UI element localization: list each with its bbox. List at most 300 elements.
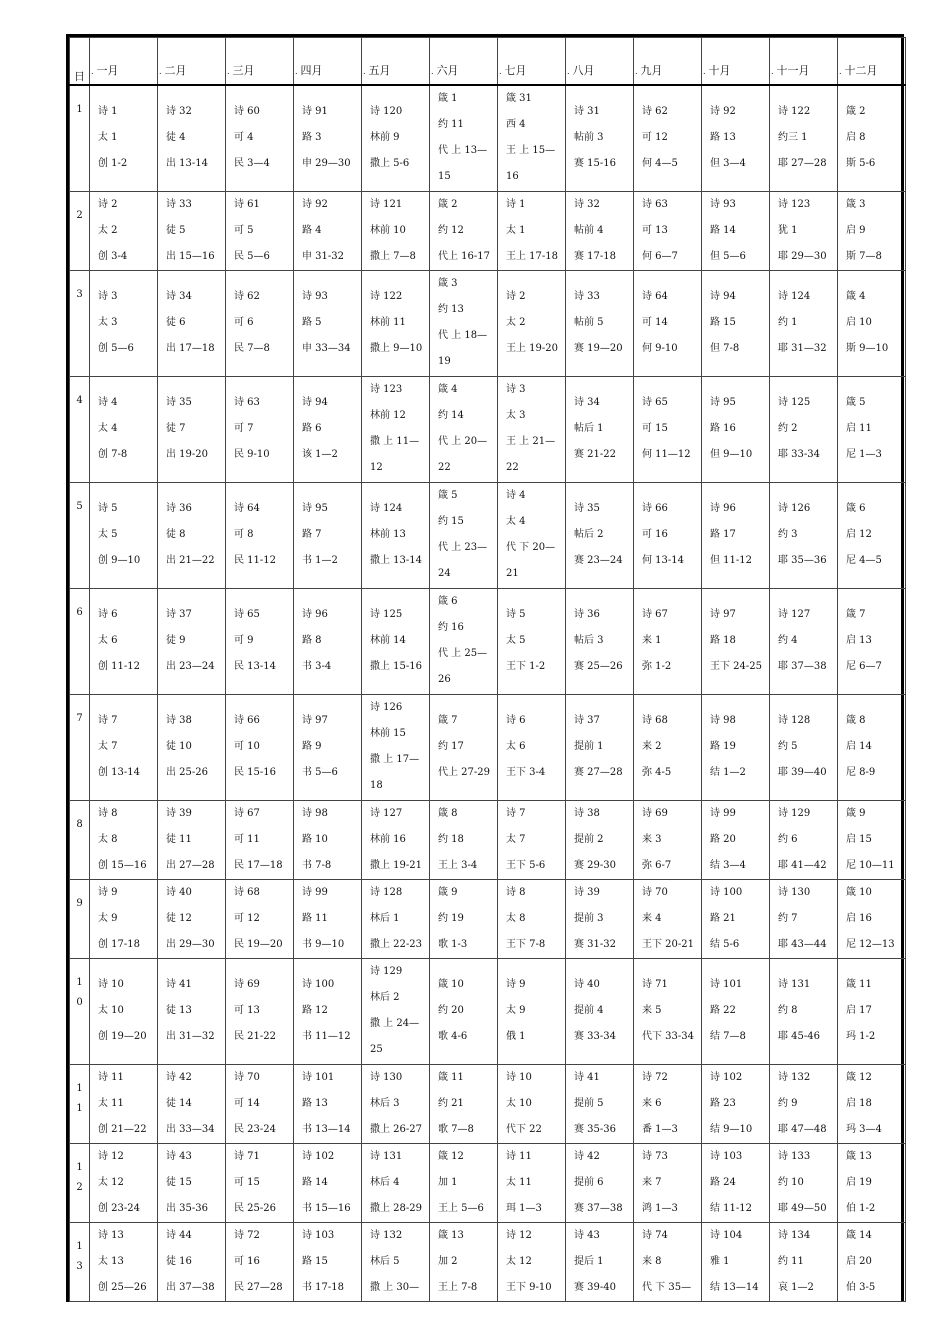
reading-entry: 箴 10 <box>846 886 872 898</box>
reading-cell <box>634 879 702 958</box>
reading-entry: 诗 1 <box>98 106 118 118</box>
reading-entry: 赛 29-30 <box>574 859 617 871</box>
reading-entry: 王上 3-4 <box>438 859 478 871</box>
reading-entry: 林后 2 <box>370 992 400 1003</box>
header-marker: . <box>431 67 434 76</box>
reading-entry: 撒上 26-27 <box>370 1123 423 1135</box>
reading-entry: 哀 1—2 <box>778 1281 814 1293</box>
month-label: 十二月 <box>844 64 878 77</box>
reading-entry: 林后 1 <box>370 912 400 924</box>
reading-entry: 诗 3 <box>506 384 526 395</box>
reading-entry: 撒上 15-16 <box>370 661 423 672</box>
reading-entry: 帖前 3 <box>574 132 604 144</box>
reading-entry: 提前 3 <box>574 912 604 924</box>
reading-entry: 诗 61 <box>234 198 260 210</box>
reading-entry: 诗 124 <box>778 291 811 302</box>
reading-entry: 诗 131 <box>778 979 811 990</box>
reading-entry: 路 18 <box>710 635 736 646</box>
reading-entry: 箴 12 <box>846 1071 872 1083</box>
month-header <box>362 38 430 86</box>
reading-entry: 约三 1 <box>778 132 808 144</box>
reading-cell <box>838 85 906 191</box>
reading-entry: 路 23 <box>710 1097 736 1109</box>
reading-entry: 路 14 <box>710 224 736 236</box>
reading-cell <box>294 1064 362 1143</box>
reading-entry: 徒 7 <box>166 423 186 434</box>
day-digit: 8 <box>76 818 83 830</box>
reading-entry: 书 3-4 <box>302 661 332 672</box>
reading-cell <box>226 85 294 191</box>
reading-entry: 启 11 <box>846 423 872 434</box>
reading-cell <box>634 85 702 191</box>
reading-entry: 创 11-12 <box>98 661 141 672</box>
reading-cell <box>634 958 702 1064</box>
reading-entry: 赛 27—28 <box>574 767 623 778</box>
reading-entry: 箴 2 <box>846 106 866 118</box>
reading-cell <box>294 800 362 879</box>
reading-entry: 耶 37—38 <box>778 661 827 672</box>
reading-entry: 书 5—6 <box>302 767 338 778</box>
reading-entry: 箴 10 <box>438 979 464 990</box>
reading-cell <box>498 376 566 482</box>
reading-entry: 加 2 <box>438 1255 458 1267</box>
reading-entry: 赛 37—38 <box>574 1202 623 1214</box>
reading-cell <box>90 270 158 376</box>
reading-cell <box>430 191 498 270</box>
reading-entry: 民 19—20 <box>234 938 283 950</box>
reading-entry: 诗 34 <box>574 397 600 408</box>
reading-entry: 12 <box>370 462 383 473</box>
reading-cell <box>430 800 498 879</box>
reading-entry: 出 37—38 <box>166 1281 215 1293</box>
reading-entry: 玛 1-2 <box>846 1031 876 1042</box>
reading-entry: 太 6 <box>506 741 526 752</box>
reading-entry: 诗 95 <box>302 503 328 514</box>
reading-cell <box>770 1143 838 1222</box>
reading-entry: 申 29—30 <box>302 158 351 170</box>
reading-entry: 提前 5 <box>574 1097 604 1109</box>
reading-entry: 诗 65 <box>642 397 668 408</box>
reading-entry: 弥 6-7 <box>642 859 672 871</box>
reading-cell <box>770 482 838 588</box>
reading-entry: 可 12 <box>642 132 668 144</box>
reading-entry: 启 8 <box>846 132 866 144</box>
reading-cell <box>158 879 226 958</box>
reading-entry: 约 5 <box>778 741 798 752</box>
reading-entry: 启 9 <box>846 224 866 236</box>
reading-entry: 创 3-4 <box>98 250 128 262</box>
reading-entry: 诗 122 <box>370 291 403 302</box>
reading-entry: 诗 37 <box>574 715 600 726</box>
reading-cell <box>158 482 226 588</box>
reading-entry: 箴 13 <box>846 1150 872 1162</box>
header-marker: . <box>635 67 638 76</box>
reading-cell <box>566 879 634 958</box>
reading-entry: 诗 95 <box>710 397 736 408</box>
reading-entry: 太 1 <box>98 132 118 144</box>
reading-entry: 诗 12 <box>98 1150 124 1162</box>
table-row <box>70 376 906 482</box>
reading-cell <box>430 482 498 588</box>
reading-entry: 诗 66 <box>642 503 668 514</box>
reading-cell <box>294 191 362 270</box>
reading-entry: 诗 34 <box>166 291 192 302</box>
reading-entry: 箴 4 <box>438 384 458 395</box>
reading-entry: 箴 9 <box>438 886 458 898</box>
reading-entry: 但 3—4 <box>710 158 746 170</box>
reading-entry: 诗 102 <box>710 1071 743 1083</box>
reading-entry: 诗 94 <box>710 291 736 302</box>
reading-entry: 诗 96 <box>302 609 328 620</box>
reading-entry: 太 12 <box>98 1176 124 1188</box>
reading-entry: 林前 10 <box>370 224 406 236</box>
reading-entry: 代 上 18— <box>438 330 488 341</box>
reading-entry: 林前 15 <box>370 728 406 739</box>
reading-entry: 诗 62 <box>642 106 668 118</box>
reading-entry: 书 13—14 <box>302 1123 351 1135</box>
reading-entry: 箴 8 <box>846 715 866 726</box>
month-label: 九月 <box>640 64 663 77</box>
reading-entry: 书 17-18 <box>302 1281 345 1293</box>
table-row <box>70 1222 906 1301</box>
reading-entry: 王下 9-10 <box>506 1281 552 1293</box>
reading-cell <box>294 270 362 376</box>
reading-entry: 箴 12 <box>438 1150 464 1162</box>
day-number <box>70 270 90 376</box>
header-marker: . <box>295 67 298 76</box>
reading-entry: 16 <box>506 171 519 183</box>
reading-entry: 撒上 28-29 <box>370 1202 423 1214</box>
reading-cell <box>770 376 838 482</box>
reading-entry: 诗 128 <box>370 886 403 898</box>
reading-cell <box>294 588 362 694</box>
reading-entry: 创 13-14 <box>98 767 141 778</box>
reading-cell <box>226 1222 294 1301</box>
reading-entry: 结 9—10 <box>710 1123 753 1135</box>
reading-cell <box>838 191 906 270</box>
reading-entry: 来 6 <box>642 1097 662 1109</box>
reading-entry: 王下 20-21 <box>642 938 695 950</box>
reading-cell <box>566 482 634 588</box>
reading-entry: 路 10 <box>302 833 328 845</box>
table-row <box>70 588 906 694</box>
reading-entry: 太 11 <box>98 1097 124 1109</box>
reading-entry: 代 上 23— <box>438 542 488 553</box>
reading-cell <box>158 1143 226 1222</box>
reading-entry: 诗 5 <box>98 503 118 514</box>
reading-entry: 王 上 15— <box>506 145 556 157</box>
reading-entry: 何 6—7 <box>642 250 678 262</box>
reading-entry: 路 17 <box>710 529 736 540</box>
reading-entry: 撒 上 24— <box>370 1018 420 1029</box>
reading-entry: 书 15—16 <box>302 1202 351 1214</box>
reading-entry: 创 17-18 <box>98 938 141 950</box>
reading-entry: 箴 6 <box>438 596 458 607</box>
reading-entry: 路 15 <box>710 317 736 328</box>
reading-entry: 太 5 <box>506 635 526 646</box>
reading-entry: 帖后 2 <box>574 529 604 540</box>
header-marker: . <box>771 67 774 76</box>
reading-entry: 箴 13 <box>438 1229 464 1241</box>
reading-cell <box>158 376 226 482</box>
reading-cell <box>566 694 634 800</box>
day-digit: 5 <box>76 500 83 512</box>
reading-entry: 林前 9 <box>370 132 400 144</box>
reading-cell <box>430 270 498 376</box>
reading-cell <box>294 958 362 1064</box>
reading-entry: 何 13-14 <box>642 555 685 566</box>
month-header <box>158 38 226 86</box>
day-number <box>70 1064 90 1143</box>
reading-cell <box>226 270 294 376</box>
header-marker: . <box>363 67 366 76</box>
reading-cell <box>634 800 702 879</box>
reading-entry: 诗 43 <box>166 1150 192 1162</box>
reading-entry: 路 15 <box>302 1255 328 1267</box>
reading-entry: 尼 6—7 <box>846 661 882 672</box>
reading-entry: 诗 92 <box>710 106 736 118</box>
reading-entry: 约 13 <box>438 304 464 315</box>
table-row <box>70 85 906 191</box>
reading-entry: 诗 2 <box>506 291 526 302</box>
reading-cell <box>634 588 702 694</box>
reading-entry: 书 7-8 <box>302 859 332 871</box>
reading-entry: 弥 4-5 <box>642 767 672 778</box>
reading-cell <box>362 1064 430 1143</box>
reading-cell <box>90 85 158 191</box>
reading-entry: 书 11—12 <box>302 1031 351 1042</box>
reading-entry: 诗 102 <box>302 1150 335 1162</box>
reading-entry: 路 7 <box>302 529 322 540</box>
reading-entry: 赛 15-16 <box>574 158 617 170</box>
table-row <box>70 482 906 588</box>
reading-entry: 结 11-12 <box>710 1202 753 1214</box>
reading-entry: 伯 3-5 <box>846 1281 876 1293</box>
reading-cell <box>770 694 838 800</box>
reading-entry: 王下 7-8 <box>506 938 546 950</box>
reading-entry: 诗 98 <box>710 715 736 726</box>
reading-cell <box>90 1222 158 1301</box>
reading-entry: 太 9 <box>98 912 118 924</box>
reading-entry: 创 21—22 <box>98 1123 147 1135</box>
reading-entry: 可 16 <box>234 1255 260 1267</box>
reading-entry: 路 11 <box>302 912 328 924</box>
reading-entry: 约 9 <box>778 1097 798 1109</box>
reading-cell <box>158 588 226 694</box>
reading-entry: 路 14 <box>302 1176 328 1188</box>
reading-cell <box>226 482 294 588</box>
reading-entry: 徒 9 <box>166 635 186 646</box>
reading-entry: 诗 43 <box>574 1229 600 1241</box>
day-number <box>70 482 90 588</box>
reading-entry: 番 1—3 <box>642 1123 678 1135</box>
reading-entry: 王 上 21— <box>506 436 556 447</box>
reading-entry: 诗 134 <box>778 1229 811 1241</box>
reading-entry: 民 23-24 <box>234 1123 277 1135</box>
reading-entry: 创 25—26 <box>98 1281 147 1293</box>
reading-entry: 诗 68 <box>642 715 668 726</box>
reading-entry: 诗 131 <box>370 1150 403 1162</box>
reading-entry: 林前 12 <box>370 410 406 421</box>
reading-entry: 箴 6 <box>846 503 866 514</box>
reading-entry: 诗 128 <box>778 715 811 726</box>
reading-cell <box>566 191 634 270</box>
reading-entry: 尼 8-9 <box>846 767 876 778</box>
reading-entry: 太 2 <box>98 224 118 236</box>
reading-entry: 太 2 <box>506 317 526 328</box>
reading-entry: 书 9—10 <box>302 938 345 950</box>
day-number <box>70 1222 90 1301</box>
reading-cell <box>770 800 838 879</box>
reading-entry: 诗 1 <box>506 198 526 210</box>
reading-entry: 启 13 <box>846 635 872 646</box>
reading-entry: 诗 39 <box>166 807 192 819</box>
reading-entry: 诗 6 <box>506 715 526 726</box>
reading-entry: 徒 10 <box>166 741 192 752</box>
reading-entry: 约 19 <box>438 912 464 924</box>
reading-entry: 诗 94 <box>302 397 328 408</box>
reading-cell <box>702 376 770 482</box>
reading-entry: 赛 17-18 <box>574 250 617 262</box>
reading-entry: 诗 5 <box>506 609 526 620</box>
reading-entry: 犹 1 <box>778 224 798 236</box>
reading-entry: 出 13-14 <box>166 158 209 170</box>
reading-entry: 诗 101 <box>302 1071 335 1083</box>
table-row <box>70 958 906 1064</box>
reading-entry: 箴 11 <box>846 979 872 990</box>
reading-cell <box>226 800 294 879</box>
reading-entry: 诗 126 <box>778 503 811 514</box>
reading-entry: 代 上 25— <box>438 648 488 659</box>
reading-entry: 诗 36 <box>166 503 192 514</box>
reading-entry: 诗 67 <box>234 807 260 819</box>
reading-entry: 诗 33 <box>574 291 600 302</box>
reading-entry: 箴 2 <box>438 198 458 210</box>
month-label: 十一月 <box>776 64 810 77</box>
reading-entry: 该 1—2 <box>302 449 338 460</box>
reading-entry: 箴 4 <box>846 291 866 302</box>
reading-cell <box>430 588 498 694</box>
reading-cell <box>566 270 634 376</box>
reading-entry: 诗 125 <box>370 609 403 620</box>
reading-cell <box>770 958 838 1064</box>
reading-entry: 约 1 <box>778 317 798 328</box>
reading-entry: 约 3 <box>778 529 798 540</box>
reading-cell <box>838 879 906 958</box>
day-digit: 2 <box>76 1181 83 1193</box>
reading-entry: 箴 3 <box>846 198 866 210</box>
reading-cell <box>294 1143 362 1222</box>
header-marker: . <box>703 67 706 76</box>
reading-cell <box>702 191 770 270</box>
reading-cell <box>566 800 634 879</box>
reading-entry: 耶 39—40 <box>778 767 827 778</box>
reading-cell <box>90 800 158 879</box>
reading-entry: 太 12 <box>506 1255 532 1267</box>
reading-entry: 赛 21-22 <box>574 449 617 460</box>
reading-entry: 诗 120 <box>370 106 403 118</box>
reading-entry: 诗 62 <box>234 291 260 302</box>
reading-entry: 太 3 <box>98 317 118 328</box>
reading-entry: 帖前 5 <box>574 317 604 328</box>
reading-cell <box>430 694 498 800</box>
reading-entry: 耶 45-46 <box>778 1031 821 1042</box>
reading-entry: 诗 93 <box>710 198 736 210</box>
reading-entry: 路 20 <box>710 833 736 845</box>
reading-entry: 撒上 7—8 <box>370 250 416 262</box>
day-number <box>70 694 90 800</box>
reading-cell <box>226 1143 294 1222</box>
reading-entry: 出 35-36 <box>166 1202 209 1214</box>
reading-entry: 创 5—6 <box>98 343 134 354</box>
reading-entry: 可 11 <box>234 833 260 845</box>
reading-cell <box>90 191 158 270</box>
reading-entry: 何 4—5 <box>642 158 678 170</box>
month-header <box>566 38 634 86</box>
reading-cell <box>430 879 498 958</box>
reading-entry: 诗 66 <box>234 715 260 726</box>
reading-cell <box>498 694 566 800</box>
reading-cell <box>362 694 430 800</box>
table-row <box>70 800 906 879</box>
month-header <box>294 38 362 86</box>
reading-cell <box>294 85 362 191</box>
reading-entry: 诗 133 <box>778 1150 811 1162</box>
reading-entry: 诗 11 <box>506 1150 532 1162</box>
reading-cell <box>226 694 294 800</box>
reading-entry: 可 8 <box>234 529 254 540</box>
reading-entry: 26 <box>438 674 451 685</box>
reading-entry: 约 6 <box>778 833 798 845</box>
reading-entry: 帖前 4 <box>574 224 604 236</box>
day-digit: 1 <box>76 976 83 988</box>
reading-entry: 代下 33-34 <box>642 1031 695 1042</box>
reading-entry: 尼 12—13 <box>846 938 895 950</box>
reading-entry: 来 3 <box>642 833 662 845</box>
month-label: 一月 <box>96 64 119 77</box>
month-label: 十月 <box>708 64 731 77</box>
reading-cell <box>430 85 498 191</box>
reading-entry: 诗 65 <box>234 609 260 620</box>
reading-entry: 启 17 <box>846 1005 872 1016</box>
reading-cell <box>498 879 566 958</box>
reading-entry: 诗 11 <box>98 1071 124 1083</box>
day-number <box>70 958 90 1064</box>
reading-entry: 西 4 <box>506 119 526 131</box>
reading-entry: 结 1—2 <box>710 767 746 778</box>
reading-entry: 箴 14 <box>846 1229 872 1241</box>
reading-cell <box>838 482 906 588</box>
reading-entry: 太 10 <box>506 1097 532 1109</box>
reading-cell <box>362 958 430 1064</box>
reading-cell <box>566 85 634 191</box>
reading-entry: 太 7 <box>506 833 526 845</box>
reading-entry: 创 15—16 <box>98 859 147 871</box>
reading-entry: 约 16 <box>438 622 464 633</box>
day-digit: 4 <box>76 394 83 406</box>
reading-entry: 诗 132 <box>370 1229 403 1241</box>
reading-entry: 尼 10—11 <box>846 859 895 871</box>
reading-entry: 诗 72 <box>642 1071 668 1083</box>
reading-entry: 出 17—18 <box>166 343 215 354</box>
reading-cell <box>702 85 770 191</box>
reading-entry: 太 1 <box>506 224 526 236</box>
reading-entry: 箴 9 <box>846 807 866 819</box>
reading-entry: 来 5 <box>642 1005 662 1016</box>
header-marker: . <box>91 67 94 76</box>
reading-entry: 22 <box>506 462 519 473</box>
day-number <box>70 376 90 482</box>
